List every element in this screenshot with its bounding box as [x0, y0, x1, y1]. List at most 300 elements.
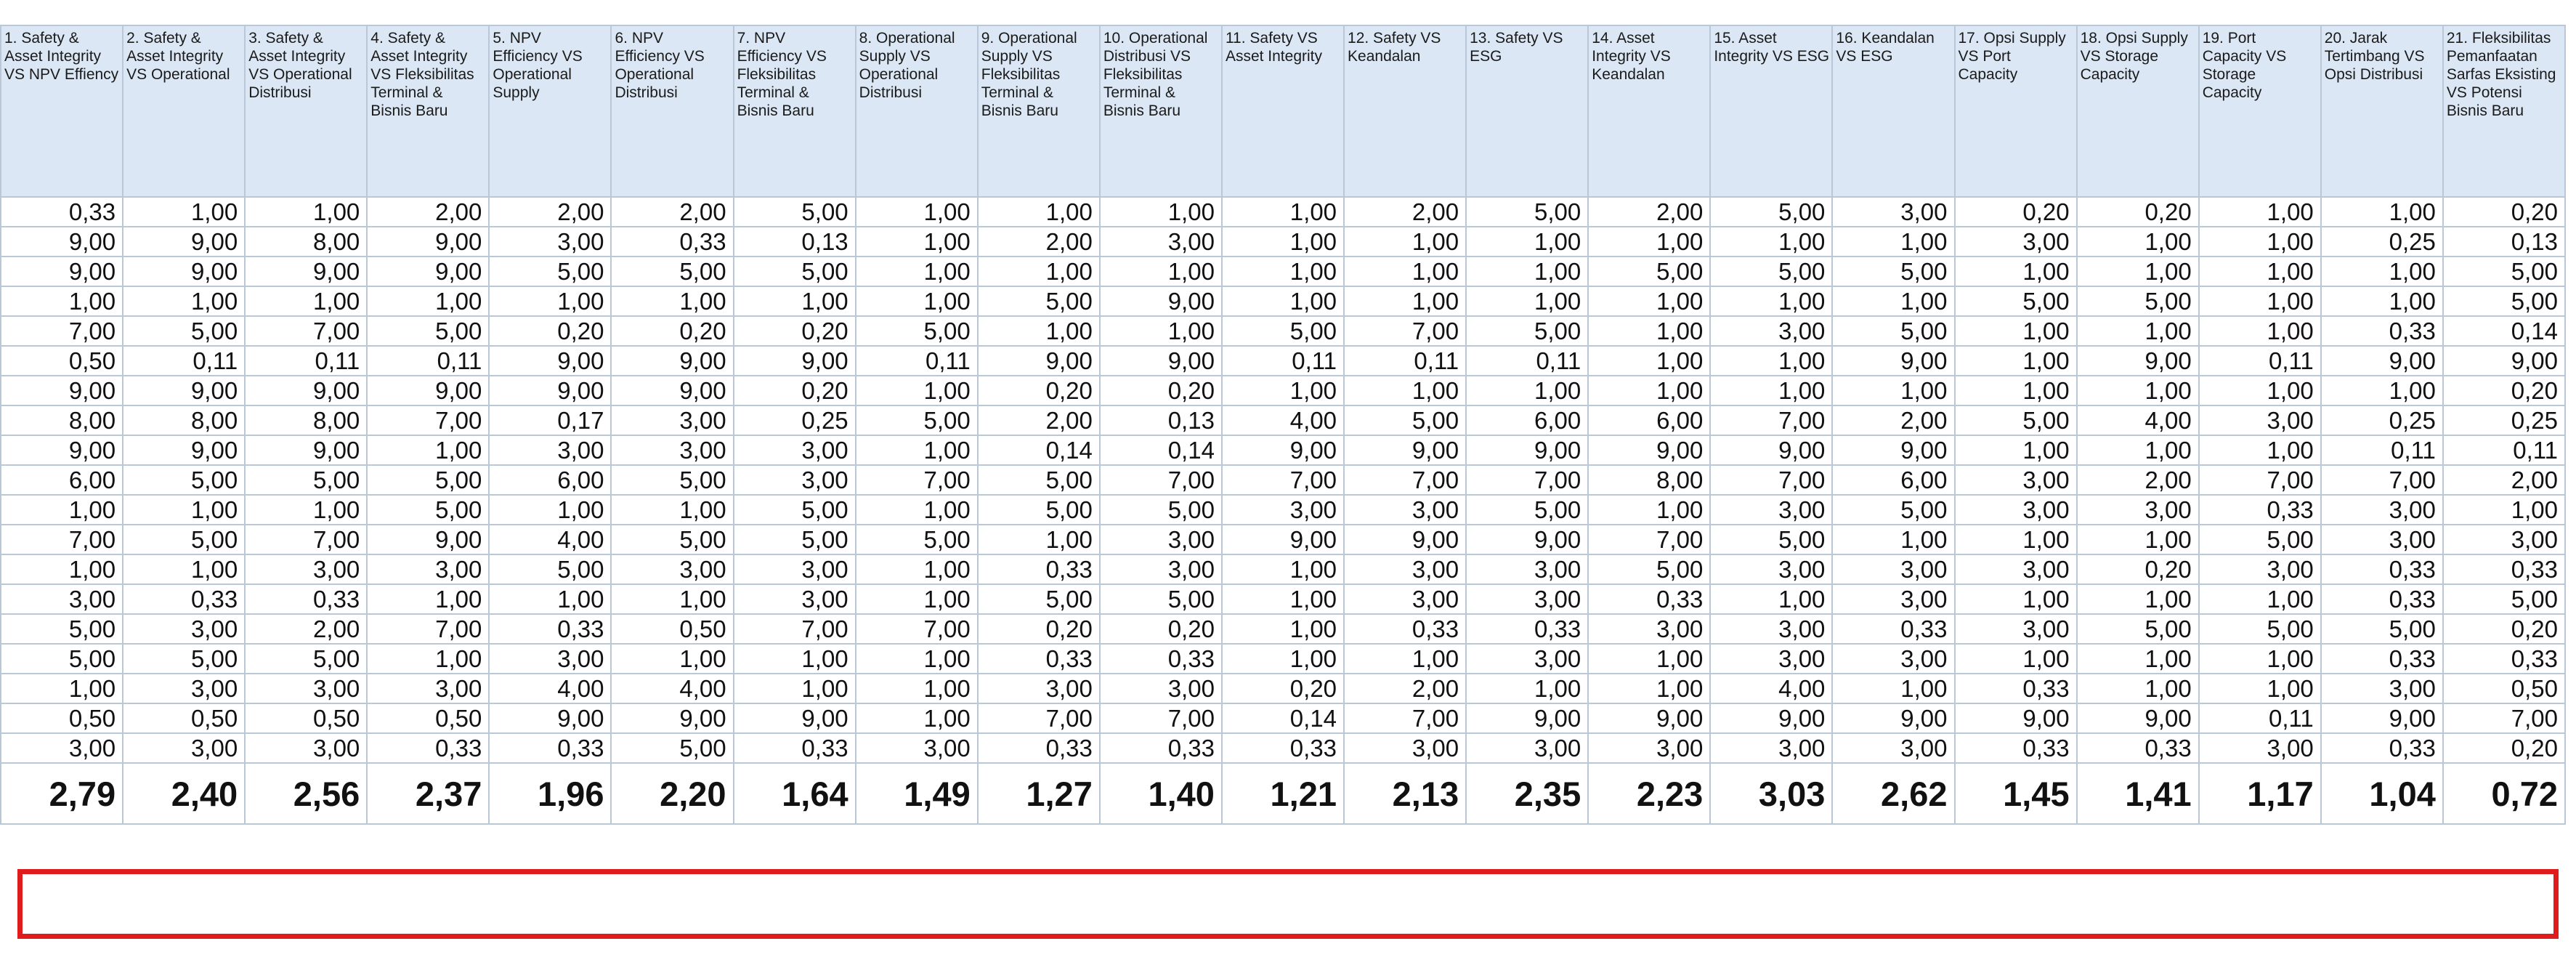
table-cell[interactable]: 5,00 — [734, 197, 856, 227]
column-header[interactable]: 13. Safety VS ESG — [1466, 25, 1588, 197]
table-cell[interactable]: 1,00 — [1466, 227, 1588, 257]
table-cell[interactable]: 1,00 — [1955, 435, 2077, 465]
table-cell[interactable]: 3,00 — [489, 227, 611, 257]
table-cell[interactable]: 1,00 — [489, 495, 611, 525]
table-cell[interactable]: 5,00 — [123, 525, 245, 554]
table-cell[interactable]: 1,00 — [1100, 257, 1222, 286]
table-cell[interactable]: 7,00 — [1100, 703, 1222, 733]
table-cell[interactable]: 4,00 — [1222, 405, 1344, 435]
table-cell[interactable]: 3,00 — [1710, 495, 1832, 525]
table-cell[interactable]: 9,00 — [123, 227, 245, 257]
table-cell[interactable]: 0,50 — [123, 703, 245, 733]
table-cell[interactable]: 5,00 — [734, 257, 856, 286]
table-cell[interactable]: 5,00 — [1710, 525, 1832, 554]
table-cell[interactable]: 1,00 — [2321, 197, 2443, 227]
table-cell[interactable]: 1,00 — [1955, 257, 2077, 286]
table-cell[interactable]: 5,00 — [123, 644, 245, 674]
table-cell[interactable]: 5,00 — [1222, 316, 1344, 346]
table-cell[interactable]: 3,00 — [1100, 227, 1222, 257]
table-cell[interactable]: 1,00 — [856, 584, 978, 614]
table-cell[interactable]: 6,00 — [1, 465, 123, 495]
table-cell[interactable]: 3,00 — [1588, 733, 1710, 763]
table-cell[interactable]: 9,00 — [611, 346, 733, 376]
table-cell[interactable]: 0,50 — [1, 703, 123, 733]
table-cell[interactable]: 1,00 — [611, 644, 733, 674]
table-cell[interactable]: 1,00 — [1222, 584, 1344, 614]
table-cell[interactable]: 9,00 — [245, 257, 367, 286]
table-cell[interactable]: 1,00 — [856, 227, 978, 257]
table-cell[interactable]: 9,00 — [734, 346, 856, 376]
table-cell[interactable]: 0,50 — [367, 703, 489, 733]
table-cell[interactable]: 7,00 — [2199, 465, 2321, 495]
table-cell[interactable]: 3,00 — [245, 554, 367, 584]
table-cell[interactable]: 1,00 — [1588, 376, 1710, 405]
total-cell[interactable]: 1,17 — [2199, 763, 2321, 824]
table-cell[interactable]: 1,00 — [1344, 286, 1466, 316]
table-cell[interactable]: 1,00 — [1588, 346, 1710, 376]
table-cell[interactable]: 1,00 — [1832, 376, 1954, 405]
table-cell[interactable]: 0,17 — [489, 405, 611, 435]
table-cell[interactable]: 0,33 — [1, 197, 123, 227]
table-cell[interactable]: 1,00 — [1955, 525, 2077, 554]
table-cell[interactable]: 9,00 — [1100, 286, 1222, 316]
column-header[interactable]: 9. Operational Supply VS Fleksibilitas Terminal & Bisnis Baru — [978, 25, 1100, 197]
total-cell[interactable]: 1,45 — [1955, 763, 2077, 824]
table-cell[interactable]: 3,00 — [1955, 227, 2077, 257]
table-cell[interactable]: 5,00 — [1344, 405, 1466, 435]
column-header[interactable]: 16. Keandalan VS ESG — [1832, 25, 1954, 197]
table-cell[interactable]: 1,00 — [1466, 674, 1588, 703]
table-cell[interactable]: 7,00 — [1344, 703, 1466, 733]
column-header[interactable]: 18. Opsi Supply VS Storage Capacity — [2077, 25, 2199, 197]
table-cell[interactable]: 2,00 — [978, 227, 1100, 257]
table-cell[interactable]: 0,33 — [2321, 316, 2443, 346]
table-cell[interactable]: 9,00 — [1466, 435, 1588, 465]
table-cell[interactable]: 1,00 — [1588, 227, 1710, 257]
table-cell[interactable]: 6,00 — [1466, 405, 1588, 435]
column-header[interactable]: 15. Asset Integrity VS ESG — [1710, 25, 1832, 197]
column-header[interactable]: 10. Operational Distribusi VS Fleksibilitas Terminal & Bisnis Baru — [1100, 25, 1222, 197]
table-cell[interactable]: 8,00 — [1, 405, 123, 435]
table-cell[interactable]: 3,00 — [1955, 614, 2077, 644]
table-cell[interactable]: 9,00 — [123, 376, 245, 405]
table-cell[interactable]: 1,00 — [1466, 257, 1588, 286]
table-cell[interactable]: 3,00 — [123, 733, 245, 763]
total-cell[interactable]: 3,03 — [1710, 763, 1832, 824]
table-cell[interactable]: 0,25 — [2321, 227, 2443, 257]
table-cell[interactable]: 0,33 — [1466, 614, 1588, 644]
table-cell[interactable]: 0,33 — [978, 644, 1100, 674]
table-cell[interactable]: 3,00 — [123, 674, 245, 703]
table-cell[interactable]: 0,11 — [123, 346, 245, 376]
table-cell[interactable]: 0,20 — [734, 376, 856, 405]
table-cell[interactable]: 1,00 — [856, 286, 978, 316]
table-cell[interactable]: 2,00 — [2443, 465, 2565, 495]
table-cell[interactable]: 3,00 — [1466, 733, 1588, 763]
table-cell[interactable]: 0,33 — [1222, 733, 1344, 763]
table-cell[interactable]: 3,00 — [1, 584, 123, 614]
table-cell[interactable]: 5,00 — [1832, 316, 1954, 346]
table-cell[interactable]: 1,00 — [2077, 584, 2199, 614]
table-cell[interactable]: 7,00 — [1710, 465, 1832, 495]
table-cell[interactable]: 0,20 — [2443, 376, 2565, 405]
table-cell[interactable]: 7,00 — [1344, 316, 1466, 346]
table-cell[interactable]: 0,20 — [489, 316, 611, 346]
table-cell[interactable]: 3,00 — [1344, 495, 1466, 525]
table-cell[interactable]: 1,00 — [1222, 286, 1344, 316]
table-cell[interactable]: 1,00 — [245, 286, 367, 316]
table-cell[interactable]: 0,50 — [245, 703, 367, 733]
table-cell[interactable]: 9,00 — [611, 703, 733, 733]
table-cell[interactable]: 0,14 — [978, 435, 1100, 465]
table-cell[interactable]: 1,00 — [1955, 376, 2077, 405]
table-cell[interactable]: 3,00 — [1100, 525, 1222, 554]
table-cell[interactable]: 7,00 — [1588, 525, 1710, 554]
table-cell[interactable]: 9,00 — [1832, 435, 1954, 465]
table-cell[interactable]: 3,00 — [1832, 554, 1954, 584]
table-cell[interactable]: 0,33 — [2321, 554, 2443, 584]
column-header[interactable]: 19. Port Capacity VS Storage Capacity — [2199, 25, 2321, 197]
table-cell[interactable]: 5,00 — [978, 286, 1100, 316]
table-cell[interactable]: 1,00 — [1588, 674, 1710, 703]
table-cell[interactable]: 9,00 — [1222, 435, 1344, 465]
table-cell[interactable]: 5,00 — [2443, 584, 2565, 614]
table-cell[interactable]: 1,00 — [367, 644, 489, 674]
column-header[interactable]: 12. Safety VS Keandalan — [1344, 25, 1466, 197]
table-cell[interactable]: 1,00 — [611, 495, 733, 525]
table-cell[interactable]: 1,00 — [1222, 376, 1344, 405]
total-cell[interactable]: 2,13 — [1344, 763, 1466, 824]
table-cell[interactable]: 0,25 — [734, 405, 856, 435]
table-cell[interactable]: 3,00 — [1344, 584, 1466, 614]
table-cell[interactable]: 1,00 — [1222, 227, 1344, 257]
table-cell[interactable]: 1,00 — [2443, 495, 2565, 525]
table-cell[interactable]: 1,00 — [2199, 674, 2321, 703]
table-cell[interactable]: 3,00 — [1466, 554, 1588, 584]
table-cell[interactable]: 1,00 — [1344, 227, 1466, 257]
table-cell[interactable]: 1,00 — [1588, 316, 1710, 346]
table-cell[interactable]: 1,00 — [978, 257, 1100, 286]
table-cell[interactable]: 0,20 — [2443, 197, 2565, 227]
table-cell[interactable]: 0,33 — [734, 733, 856, 763]
table-cell[interactable]: 3,00 — [1710, 614, 1832, 644]
table-cell[interactable]: 4,00 — [489, 525, 611, 554]
table-cell[interactable]: 9,00 — [489, 346, 611, 376]
total-cell[interactable]: 2,35 — [1466, 763, 1588, 824]
table-cell[interactable]: 5,00 — [367, 465, 489, 495]
table-cell[interactable]: 3,00 — [1, 733, 123, 763]
table-cell[interactable]: 5,00 — [245, 644, 367, 674]
table-cell[interactable]: 1,00 — [2077, 674, 2199, 703]
table-cell[interactable]: 7,00 — [1710, 405, 1832, 435]
table-cell[interactable]: 9,00 — [123, 435, 245, 465]
table-cell[interactable]: 1,00 — [856, 376, 978, 405]
total-cell[interactable]: 2,20 — [611, 763, 733, 824]
table-cell[interactable]: 0,33 — [2321, 644, 2443, 674]
table-cell[interactable]: 0,33 — [1955, 733, 2077, 763]
table-cell[interactable]: 0,33 — [978, 733, 1100, 763]
table-cell[interactable]: 0,25 — [2321, 405, 2443, 435]
table-cell[interactable]: 0,33 — [123, 584, 245, 614]
table-cell[interactable]: 3,00 — [2199, 405, 2321, 435]
table-cell[interactable]: 3,00 — [1955, 554, 2077, 584]
table-cell[interactable]: 3,00 — [1955, 495, 2077, 525]
table-cell[interactable]: 0,33 — [1344, 614, 1466, 644]
table-cell[interactable]: 2,00 — [245, 614, 367, 644]
table-cell[interactable]: 9,00 — [489, 703, 611, 733]
table-cell[interactable]: 0,13 — [2443, 227, 2565, 257]
table-cell[interactable]: 5,00 — [2199, 614, 2321, 644]
table-cell[interactable]: 0,20 — [1100, 614, 1222, 644]
table-cell[interactable]: 1,00 — [2077, 435, 2199, 465]
table-cell[interactable]: 1,00 — [978, 197, 1100, 227]
table-cell[interactable]: 1,00 — [1222, 257, 1344, 286]
table-cell[interactable]: 2,00 — [1588, 197, 1710, 227]
table-cell[interactable]: 3,00 — [611, 554, 733, 584]
table-cell[interactable]: 3,00 — [1344, 733, 1466, 763]
table-cell[interactable]: 3,00 — [489, 644, 611, 674]
table-cell[interactable]: 1,00 — [1466, 286, 1588, 316]
column-header[interactable]: 11. Safety VS Asset Integrity — [1222, 25, 1344, 197]
table-cell[interactable]: 9,00 — [1588, 703, 1710, 733]
table-cell[interactable]: 1,00 — [2077, 644, 2199, 674]
table-cell[interactable]: 1,00 — [2199, 257, 2321, 286]
table-cell[interactable]: 1,00 — [1222, 644, 1344, 674]
table-cell[interactable]: 9,00 — [1710, 435, 1832, 465]
table-cell[interactable]: 5,00 — [1100, 495, 1222, 525]
table-cell[interactable]: 5,00 — [611, 733, 733, 763]
table-cell[interactable]: 9,00 — [2077, 346, 2199, 376]
table-cell[interactable]: 1,00 — [1222, 614, 1344, 644]
table-cell[interactable]: 5,00 — [1832, 495, 1954, 525]
table-cell[interactable]: 3,00 — [1222, 495, 1344, 525]
table-cell[interactable]: 9,00 — [1, 435, 123, 465]
table-cell[interactable]: 3,00 — [1466, 644, 1588, 674]
table-cell[interactable]: 9,00 — [1100, 346, 1222, 376]
table-cell[interactable]: 1,00 — [367, 286, 489, 316]
table-cell[interactable]: 9,00 — [2321, 346, 2443, 376]
table-cell[interactable]: 0,33 — [2077, 733, 2199, 763]
table-cell[interactable]: 1,00 — [1832, 286, 1954, 316]
table-cell[interactable]: 9,00 — [1466, 703, 1588, 733]
table-cell[interactable]: 1,00 — [2199, 227, 2321, 257]
table-cell[interactable]: 9,00 — [367, 376, 489, 405]
table-cell[interactable]: 5,00 — [2443, 286, 2565, 316]
table-cell[interactable]: 2,00 — [367, 197, 489, 227]
table-cell[interactable]: 7,00 — [734, 614, 856, 644]
table-cell[interactable]: 9,00 — [1344, 525, 1466, 554]
table-cell[interactable]: 1,00 — [1344, 257, 1466, 286]
table-cell[interactable]: 1,00 — [1, 286, 123, 316]
table-cell[interactable]: 5,00 — [1832, 257, 1954, 286]
table-cell[interactable]: 3,00 — [367, 554, 489, 584]
table-cell[interactable]: 0,11 — [2199, 703, 2321, 733]
table-cell[interactable]: 0,20 — [734, 316, 856, 346]
table-cell[interactable]: 3,00 — [1832, 584, 1954, 614]
table-cell[interactable]: 3,00 — [1100, 674, 1222, 703]
table-cell[interactable]: 1,00 — [2199, 435, 2321, 465]
table-cell[interactable]: 3,00 — [611, 435, 733, 465]
table-cell[interactable]: 0,20 — [2077, 197, 2199, 227]
table-cell[interactable]: 0,20 — [2077, 554, 2199, 584]
table-cell[interactable]: 5,00 — [1, 644, 123, 674]
table-cell[interactable]: 5,00 — [856, 316, 978, 346]
table-cell[interactable]: 7,00 — [1222, 465, 1344, 495]
table-cell[interactable]: 7,00 — [245, 525, 367, 554]
table-cell[interactable]: 9,00 — [123, 257, 245, 286]
table-cell[interactable]: 9,00 — [489, 376, 611, 405]
table-cell[interactable]: 1,00 — [2199, 286, 2321, 316]
column-header[interactable]: 2. Safety & Asset Integrity VS Operational — [123, 25, 245, 197]
table-cell[interactable]: 1,00 — [856, 703, 978, 733]
table-cell[interactable]: 8,00 — [245, 227, 367, 257]
table-cell[interactable]: 5,00 — [1710, 197, 1832, 227]
table-cell[interactable]: 1,00 — [1955, 584, 2077, 614]
table-cell[interactable]: 5,00 — [2077, 614, 2199, 644]
table-cell[interactable]: 3,00 — [2077, 495, 2199, 525]
table-cell[interactable]: 9,00 — [1588, 435, 1710, 465]
total-cell[interactable]: 1,04 — [2321, 763, 2443, 824]
table-cell[interactable]: 1,00 — [734, 674, 856, 703]
table-cell[interactable]: 5,00 — [2077, 286, 2199, 316]
table-cell[interactable]: 5,00 — [2321, 614, 2443, 644]
table-cell[interactable]: 2,00 — [2077, 465, 2199, 495]
table-cell[interactable]: 0,25 — [2443, 405, 2565, 435]
table-cell[interactable]: 1,00 — [123, 495, 245, 525]
table-cell[interactable]: 1,00 — [1832, 525, 1954, 554]
total-cell[interactable]: 2,23 — [1588, 763, 1710, 824]
table-cell[interactable]: 0,33 — [978, 554, 1100, 584]
table-cell[interactable]: 2,00 — [489, 197, 611, 227]
table-cell[interactable]: 3,00 — [611, 405, 733, 435]
table-cell[interactable]: 3,00 — [1710, 554, 1832, 584]
table-cell[interactable]: 0,33 — [1955, 674, 2077, 703]
table-cell[interactable]: 0,14 — [2443, 316, 2565, 346]
total-cell[interactable]: 1,64 — [734, 763, 856, 824]
table-cell[interactable]: 1,00 — [2199, 376, 2321, 405]
table-cell[interactable]: 1,00 — [856, 435, 978, 465]
table-cell[interactable]: 5,00 — [2443, 257, 2565, 286]
table-cell[interactable]: 9,00 — [734, 703, 856, 733]
table-cell[interactable]: 3,00 — [245, 674, 367, 703]
table-cell[interactable]: 1,00 — [1710, 227, 1832, 257]
table-cell[interactable]: 0,11 — [1344, 346, 1466, 376]
table-cell[interactable]: 5,00 — [978, 495, 1100, 525]
column-header[interactable]: 4. Safety & Asset Integrity VS Fleksibilitas Terminal & Bisnis Baru — [367, 25, 489, 197]
table-cell[interactable]: 1,00 — [2321, 286, 2443, 316]
table-cell[interactable]: 5,00 — [611, 525, 733, 554]
table-cell[interactable]: 3,00 — [2199, 554, 2321, 584]
column-header[interactable]: 8. Operational Supply VS Operational Distribusi — [856, 25, 978, 197]
table-cell[interactable]: 1,00 — [856, 554, 978, 584]
table-cell[interactable]: 5,00 — [1100, 584, 1222, 614]
table-cell[interactable]: 5,00 — [978, 584, 1100, 614]
table-cell[interactable]: 3,00 — [856, 733, 978, 763]
table-cell[interactable]: 1,00 — [2321, 257, 2443, 286]
table-cell[interactable]: 9,00 — [1710, 703, 1832, 733]
table-cell[interactable]: 1,00 — [856, 197, 978, 227]
table-cell[interactable]: 0,33 — [489, 733, 611, 763]
table-cell[interactable]: 9,00 — [1832, 703, 1954, 733]
table-cell[interactable]: 9,00 — [367, 227, 489, 257]
table-cell[interactable]: 7,00 — [856, 614, 978, 644]
table-cell[interactable]: 3,00 — [245, 733, 367, 763]
table-cell[interactable]: 5,00 — [1955, 286, 2077, 316]
table-cell[interactable]: 3,00 — [1832, 733, 1954, 763]
table-cell[interactable]: 0,33 — [367, 733, 489, 763]
table-cell[interactable]: 2,00 — [611, 197, 733, 227]
table-cell[interactable]: 3,00 — [2321, 674, 2443, 703]
table-cell[interactable]: 2,00 — [1344, 197, 1466, 227]
total-cell[interactable]: 2,40 — [123, 763, 245, 824]
table-cell[interactable]: 0,33 — [1100, 644, 1222, 674]
table-cell[interactable]: 5,00 — [1955, 405, 2077, 435]
total-cell[interactable]: 1,96 — [489, 763, 611, 824]
table-cell[interactable]: 3,00 — [734, 584, 856, 614]
table-cell[interactable]: 9,00 — [1466, 525, 1588, 554]
table-cell[interactable]: 1,00 — [2077, 227, 2199, 257]
table-cell[interactable]: 9,00 — [367, 257, 489, 286]
table-cell[interactable]: 3,00 — [2443, 525, 2565, 554]
table-cell[interactable]: 1,00 — [367, 584, 489, 614]
table-cell[interactable]: 1,00 — [1, 554, 123, 584]
total-cell[interactable]: 2,37 — [367, 763, 489, 824]
column-header[interactable]: 6. NPV Efficiency VS Operational Distribusi — [611, 25, 733, 197]
table-cell[interactable]: 1,00 — [1588, 495, 1710, 525]
table-cell[interactable]: 1,00 — [2199, 644, 2321, 674]
table-cell[interactable]: 0,11 — [2321, 435, 2443, 465]
table-cell[interactable]: 1,00 — [1100, 197, 1222, 227]
table-cell[interactable]: 0,20 — [1955, 197, 2077, 227]
table-cell[interactable]: 7,00 — [2321, 465, 2443, 495]
table-cell[interactable]: 3,00 — [1832, 644, 1954, 674]
table-cell[interactable]: 0,50 — [2443, 674, 2565, 703]
table-cell[interactable]: 9,00 — [1955, 703, 2077, 733]
table-cell[interactable]: 5,00 — [367, 495, 489, 525]
table-cell[interactable]: 1,00 — [1955, 316, 2077, 346]
table-cell[interactable]: 3,00 — [734, 554, 856, 584]
table-cell[interactable]: 0,11 — [1222, 346, 1344, 376]
table-cell[interactable]: 0,33 — [2443, 644, 2565, 674]
table-cell[interactable]: 5,00 — [856, 405, 978, 435]
table-cell[interactable]: 1,00 — [245, 495, 367, 525]
table-cell[interactable]: 1,00 — [978, 316, 1100, 346]
table-cell[interactable]: 5,00 — [1588, 257, 1710, 286]
table-cell[interactable]: 0,33 — [2199, 495, 2321, 525]
table-cell[interactable]: 5,00 — [856, 525, 978, 554]
table-cell[interactable]: 1,00 — [1832, 674, 1954, 703]
table-cell[interactable]: 5,00 — [489, 257, 611, 286]
table-cell[interactable]: 9,00 — [978, 346, 1100, 376]
table-cell[interactable]: 0,14 — [1222, 703, 1344, 733]
column-header[interactable]: 20. Jarak Tertimbang VS Opsi Distribusi — [2321, 25, 2443, 197]
column-header[interactable]: 21. Fleksibilitas Pemanfaatan Sarfas Eksisting VS Potensi Bisnis Baru — [2443, 25, 2565, 197]
table-cell[interactable]: 1,00 — [1588, 286, 1710, 316]
table-cell[interactable]: 0,33 — [245, 584, 367, 614]
table-cell[interactable]: 0,11 — [1466, 346, 1588, 376]
table-cell[interactable]: 0,20 — [2443, 733, 2565, 763]
table-cell[interactable]: 7,00 — [1, 525, 123, 554]
table-cell[interactable]: 1,00 — [856, 257, 978, 286]
table-cell[interactable]: 1,00 — [611, 584, 733, 614]
table-cell[interactable]: 6,00 — [489, 465, 611, 495]
table-cell[interactable]: 1,00 — [1710, 286, 1832, 316]
table-cell[interactable]: 1,00 — [2077, 525, 2199, 554]
table-cell[interactable]: 9,00 — [245, 376, 367, 405]
table-cell[interactable]: 1,00 — [2199, 316, 2321, 346]
table-cell[interactable]: 1,00 — [734, 644, 856, 674]
table-cell[interactable]: 5,00 — [1466, 495, 1588, 525]
